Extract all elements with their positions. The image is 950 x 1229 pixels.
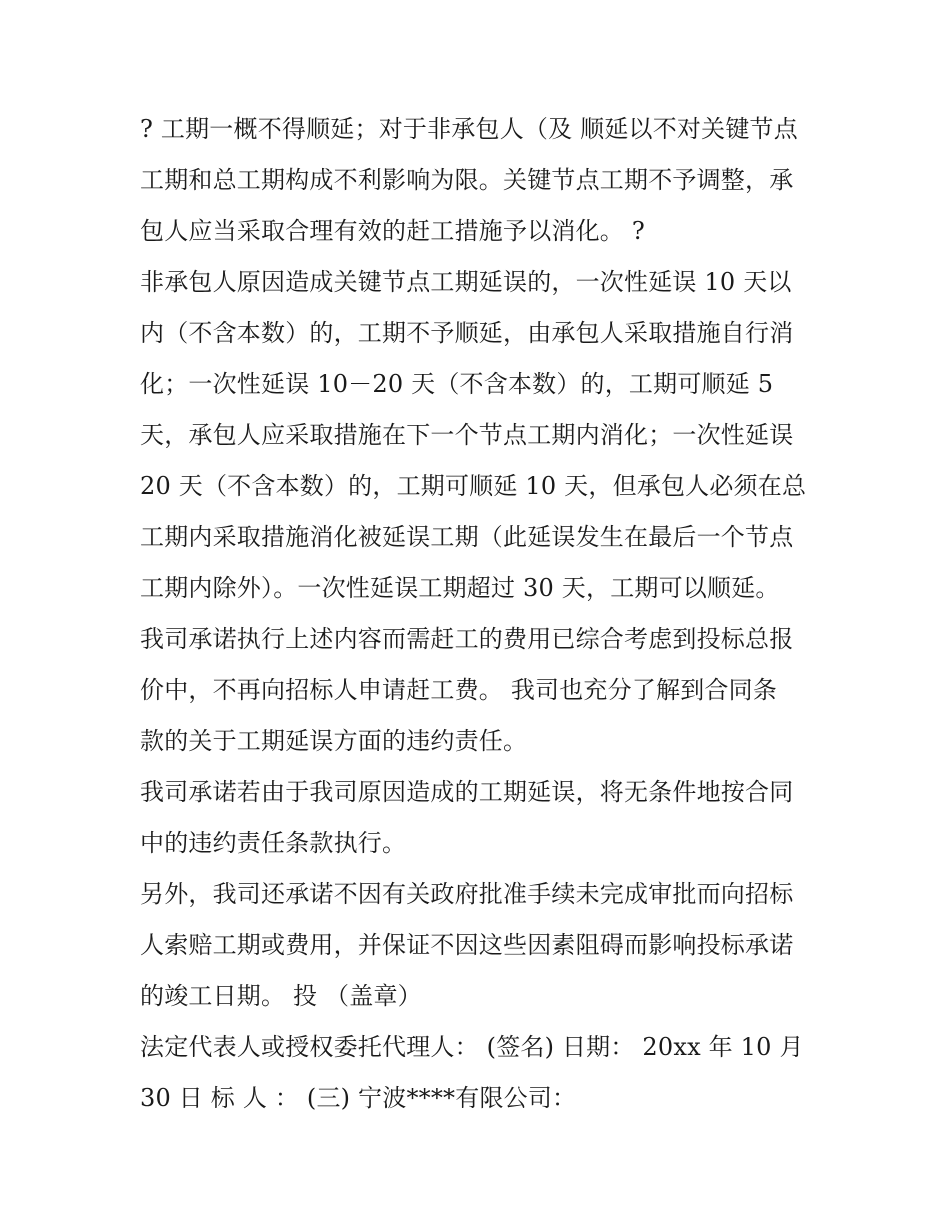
- text-line: 工期和总工期构成不利影响为限。关键节点工期不予调整，承: [140, 166, 794, 194]
- text-line: 20 天（不含本数）的，工期可顺延 10 天，但承包人必须在总: [140, 472, 807, 500]
- text-line: 非承包人原因造成关键节点工期延误的，一次性延误 10 天以: [140, 268, 792, 296]
- text-line: 我司承诺若由于我司原因造成的工期延误，将无条件地按合同: [140, 778, 794, 806]
- text-line: 人索赔工期或费用，并保证不因这些因素阻碍而影响投标承诺: [140, 931, 794, 959]
- text-line: 化；一次性延误 10－20 天（不含本数）的，工期可顺延 5: [140, 370, 774, 398]
- text-line: 价中，不再向招标人申请赶工费。 我司也充分了解到合同条: [140, 676, 778, 704]
- text-line: 包人应当采取合理有效的赶工措施予以消化。 ?: [140, 217, 645, 245]
- document-body: [140, 110, 820, 1130]
- text-line: 法定代表人或授权委托代理人： (签名) 日期： 20xx 年 10 月: [140, 1033, 804, 1061]
- text-line: 我司承诺执行上述内容而需赶工的费用已综合考虑到投标总报: [140, 625, 794, 653]
- text-line: 另外，我司还承诺不因有关政府批准手续未完成审批而向招标: [140, 880, 794, 908]
- text-line: 中的违约责任条款执行。: [140, 829, 407, 857]
- text-line: 的竣工日期。 投 （盖章）: [140, 982, 422, 1010]
- text-line: 30 日 标 人 ： (三) 宁波****有限公司：: [140, 1084, 577, 1112]
- text-line: 内（不含本数）的，工期不予顺延，由承包人采取措施自行消: [140, 319, 794, 347]
- text-line: 工期内采取措施消化被延误工期（此延误发生在最后一个节点: [140, 523, 794, 551]
- text-line: ? 工期一概不得顺延；对于非承包人（及 顺延以不对关键节点: [140, 115, 798, 143]
- text-line: 工期内除外）。一次性延误工期超过 30 天，工期可以顺延。: [140, 574, 780, 602]
- text-line: 款的关于工期延误方面的违约责任。: [140, 727, 528, 755]
- text-line: 天，承包人应采取措施在下一个节点工期内消化；一次性延误: [140, 421, 794, 449]
